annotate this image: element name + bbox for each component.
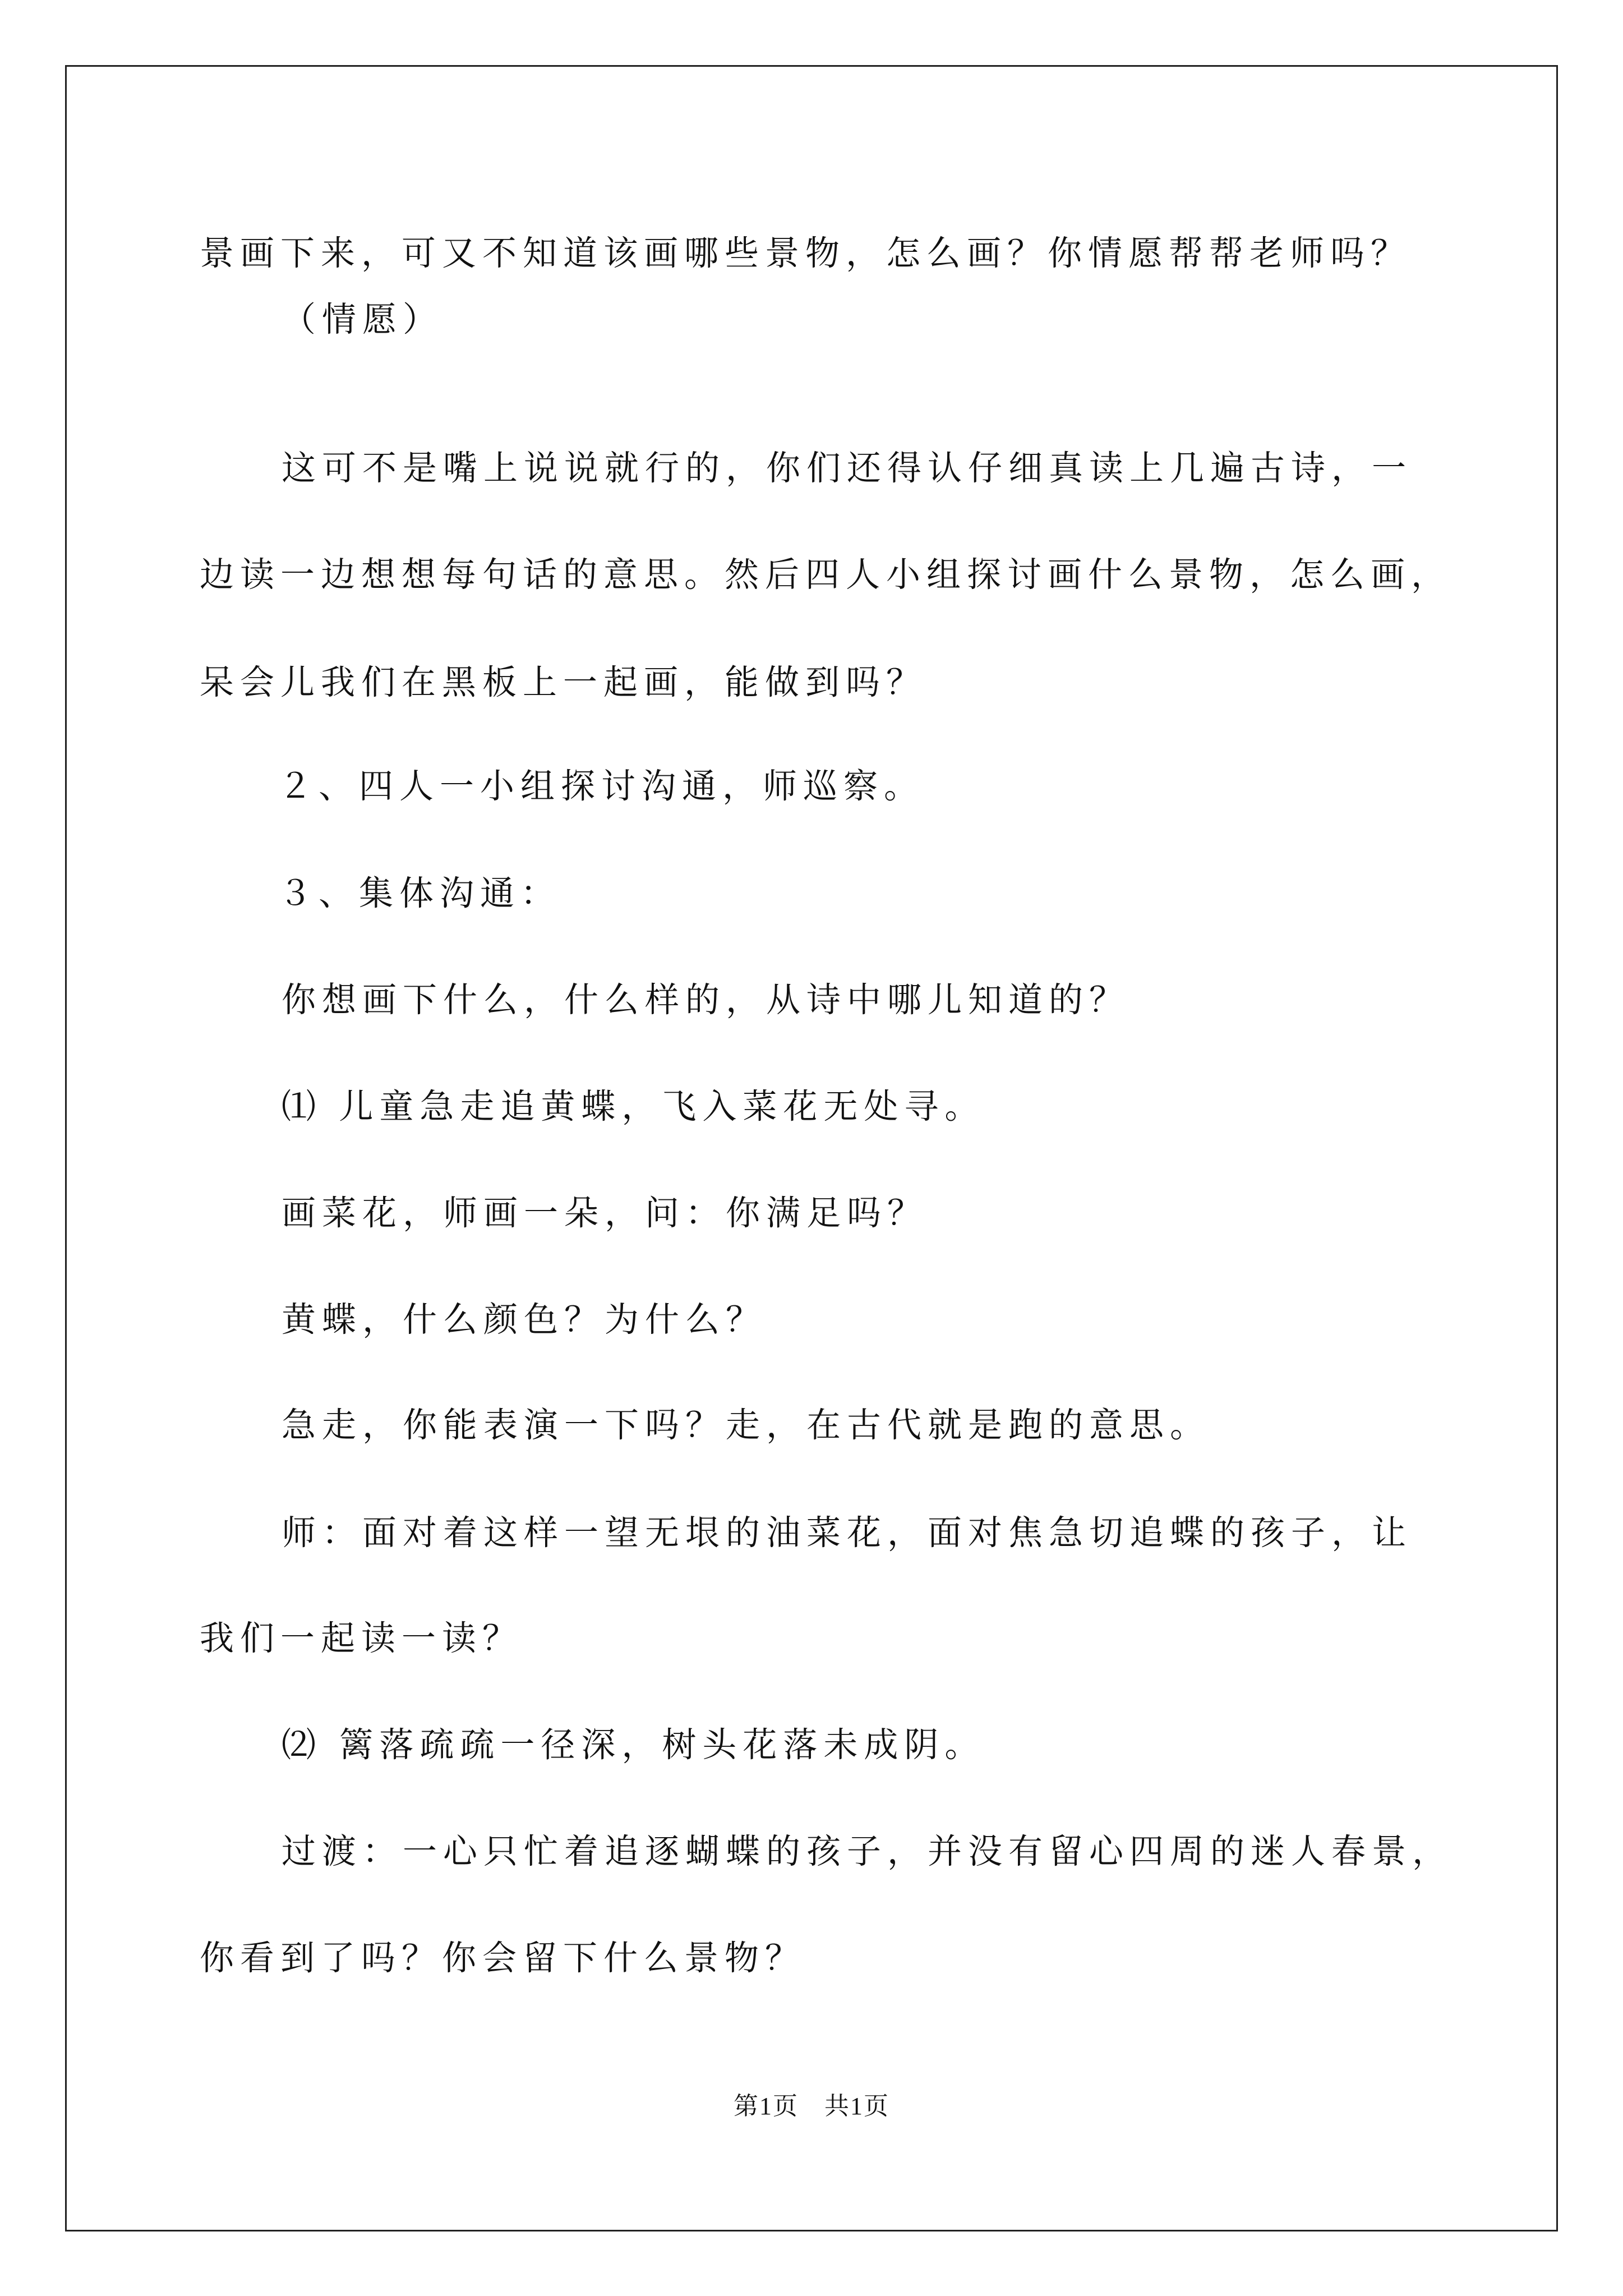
text-line-9: ⑴ 儿童急走追黄蝶，飞入菜花无处寻。 xyxy=(282,1087,985,1126)
text-line-8: 你想画下什么，什么样的，从诗中哪儿知道的？ xyxy=(282,980,1130,1020)
text-line-13: 师：面对着这样一望无垠的油菜花，面对焦急切追蝶的孩子，让 xyxy=(282,1513,1413,1553)
text-line-14: 我们一起读一读？ xyxy=(200,1618,523,1658)
page-count: 共1页 xyxy=(824,2092,889,2120)
text-line-6: ２、四人一小组探讨沟通，师巡察。 xyxy=(278,766,925,806)
page-footer xyxy=(0,2086,1623,2122)
text-line-7: ３、集体沟通： xyxy=(278,873,561,913)
text-line-17: 你看到了吗？你会留下什么景物？ xyxy=(200,1938,806,1978)
page-border xyxy=(65,65,1558,2231)
text-line-12: 急走，你能表演一下吗？走，在古代就是跑的意思。 xyxy=(282,1405,1211,1445)
text-line-5: 呆会儿我们在黑板上一起画，能做到吗？ xyxy=(200,662,927,702)
text-line-15: ⑵ 篱落疏疏一径深，树头花落未成阴。 xyxy=(282,1725,985,1765)
page-number: 第1页 xyxy=(734,2092,799,2120)
text-line-4: 边读一边想想每句话的意思。然后四人小组探讨画什么景物，怎么画， xyxy=(200,555,1452,595)
text-line-3: 这可不是嘴上说说就行的，你们还得认仔细真读上几遍古诗，一 xyxy=(282,448,1413,488)
text-line-11: 黄蝶，什么颜色？为什么？ xyxy=(282,1300,767,1340)
text-line-2: （情愿） xyxy=(282,300,444,339)
text-line-10: 画菜花，师画一朵，问：你满足吗？ xyxy=(282,1193,928,1233)
text-line-16: 过渡：一心只忙着追逐蝴蝶的孩子，并没有留心四周的迷人春景， xyxy=(282,1832,1453,1871)
text-line-1: 景画下来，可又不知道该画哪些景物，怎么画？你情愿帮帮老师吗？ xyxy=(200,233,1412,273)
